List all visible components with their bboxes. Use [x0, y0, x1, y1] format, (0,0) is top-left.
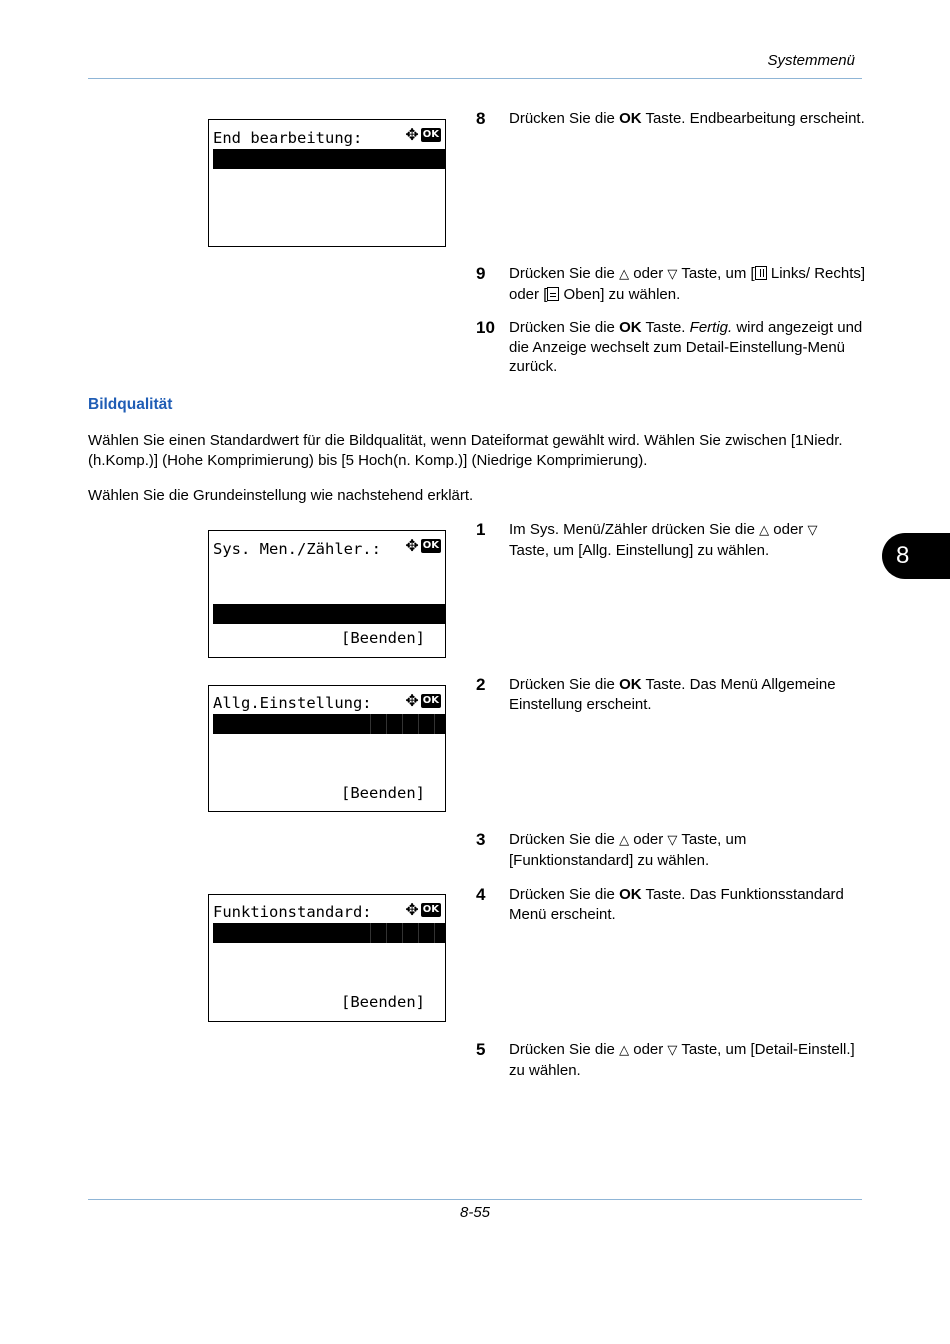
four-way-arrow-icon: ✥	[405, 125, 419, 144]
step-5	[476, 1040, 866, 1080]
section-paragraph: Wählen Sie einen Standardwert für die Bildqualität, wenn Dateiformat gewählt wird. Wählen Sie zwischen [1Niedr.(h.Komp.)] (Hohe Komprimierung) bis [5 Hoch(n. Komp.)] (Niedrige Komprimierung).	[88, 432, 843, 469]
nav-ok-indicator	[405, 902, 441, 918]
step-1	[476, 520, 866, 560]
step-text: Drücken Sie die △ oder ▽ Taste, um [Funktionstandard] zu wählen.	[509, 831, 747, 869]
step-number: 8	[476, 109, 486, 128]
step-text: Im Sys. Menü/Zähler drücken Sie die △ oder ▽ Taste, um [Allg. Einstellung] zu wählen.	[509, 521, 818, 559]
header-title: Systemmenü	[767, 52, 855, 69]
down-triangle-icon: ▽	[807, 523, 818, 538]
lcd-row-selected	[213, 714, 445, 734]
lcd-panel-allg-einstellung	[208, 685, 446, 812]
step-10	[476, 318, 866, 377]
step-8	[476, 109, 866, 129]
lcd-title: Sys. Men./Zähler.:	[213, 540, 381, 558]
duplex-top-icon	[547, 287, 559, 301]
four-way-arrow-icon: ✥	[405, 900, 419, 919]
ok-key-icon: OK	[422, 129, 439, 140]
lcd-row	[213, 969, 445, 989]
nav-ok-indicator	[405, 538, 441, 554]
up-triangle-icon: △	[619, 267, 630, 282]
step-text: Drücken Sie die △ oder ▽ Taste, um [ Links/ Rechts] oder [ Oben] zu wählen.	[509, 265, 866, 303]
nav-ok-indicator	[405, 127, 441, 143]
four-way-arrow-icon: ✥	[405, 691, 419, 710]
header-rule	[88, 78, 862, 79]
four-way-arrow-icon: ✥	[405, 536, 419, 555]
duplex-left-right-icon	[755, 266, 767, 280]
step-text: Drücken Sie die OK Taste. Endbearbeitung erscheint.	[509, 110, 865, 127]
lcd-exit-label: [Beenden]	[341, 993, 425, 1011]
lcd-row	[213, 947, 445, 967]
step-2	[476, 675, 866, 714]
section-paragraph: Wählen Sie die Grundeinstellung wie nachstehend erklärt.	[88, 487, 474, 504]
step-number: 2	[476, 675, 486, 694]
chapter-tab: 8	[882, 533, 950, 579]
step-number: 1	[476, 520, 486, 539]
footer-rule	[88, 1199, 862, 1200]
step-text: Drücken Sie die OK Taste. Das Menü Allgemeine Einstellung erscheint.	[509, 676, 836, 713]
ok-key-icon: OK	[422, 904, 439, 915]
step-3	[476, 830, 866, 870]
lcd-row-selected	[213, 604, 445, 624]
step-text: Drücken Sie die OK Taste. Fertig. wird angezeigt und die Anzeige wechselt zum Detail-Einstellung-Menü zurück.	[509, 319, 863, 375]
lcd-row	[213, 760, 445, 780]
down-triangle-icon: ▽	[667, 267, 678, 282]
lcd-panel-sys-menu	[208, 530, 446, 658]
ok-key-icon: OK	[422, 695, 439, 706]
lcd-exit-label: [Beenden]	[341, 629, 425, 647]
step-9	[476, 264, 866, 304]
lcd-exit-label: [Beenden]	[341, 784, 425, 802]
lcd-row	[213, 561, 445, 581]
lcd-row-selected	[213, 923, 445, 943]
step-text: Drücken Sie die △ oder ▽ Taste, um [Detail-Einstell.] zu wählen.	[509, 1041, 855, 1079]
up-triangle-icon: △	[619, 833, 630, 848]
lcd-row-selected	[213, 149, 445, 169]
down-triangle-icon: ▽	[667, 1043, 678, 1058]
up-triangle-icon: △	[619, 1043, 630, 1058]
page-number: 8-55	[459, 1204, 491, 1221]
step-text: Drücken Sie die OK Taste. Das Funktionsstandard Menü erscheint.	[509, 886, 844, 923]
lcd-panel-end-bearbeitung	[208, 119, 446, 247]
step-number: 9	[476, 264, 486, 283]
up-triangle-icon: △	[759, 523, 770, 538]
lcd-title: Funktionstandard:	[213, 903, 372, 921]
down-triangle-icon: ▽	[667, 833, 678, 848]
step-4	[476, 885, 866, 924]
step-number: 4	[476, 885, 486, 904]
lcd-panel-funktionstandard	[208, 894, 446, 1022]
lcd-row	[213, 173, 445, 193]
step-number: 10	[476, 318, 495, 337]
lcd-title: Allg.Einstellung:	[213, 694, 372, 712]
step-number: 3	[476, 830, 486, 849]
step-number: 5	[476, 1040, 486, 1059]
nav-ok-indicator	[405, 693, 441, 709]
ok-key-icon: OK	[422, 540, 439, 551]
lcd-row	[213, 738, 445, 758]
lcd-title: End bearbeitung:	[213, 129, 363, 147]
section-heading: Bildqualität	[88, 396, 173, 413]
lcd-row	[213, 583, 445, 603]
